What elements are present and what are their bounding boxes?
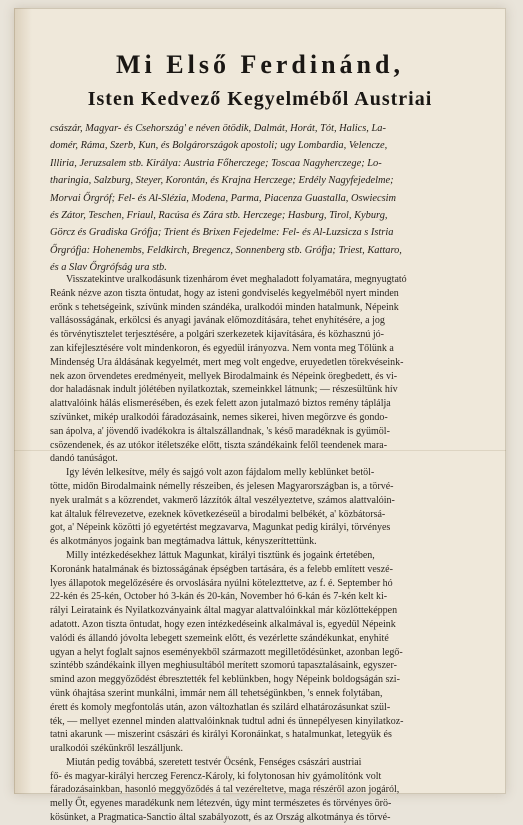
body-line: Koronánk hatalmának és biztosságának épségben tartására, és a felebb említett veszé- [50, 563, 393, 575]
paper-stain [14, 8, 32, 794]
document-subtitle: Isten Kedvező Kegyelméből Austriai [87, 88, 433, 110]
body-line: ték, — mellyet ezennel minden alattvalóinknak tudtul adni és ünnepélyesen kinyilatkoz- [50, 715, 404, 727]
body-line: vallásosságának, erkölcsi és anyagi javának előmozdítására, tehet enyhítésére, a jog [50, 315, 385, 327]
body-line: 22-kén és 25-kén, October hó 3-kán és 20-kán, November hó 6-kán és 7-kén kelt ki- [50, 591, 388, 603]
body-line: smind azon meggyőződést ébresztették fel keblünkben, hogy Népeink boldogságán szi- [50, 674, 400, 686]
body-line: Mindenség Ura áldásának kegyelmét, mert meg volt engedve, eruyedetlen törekvéseink- [50, 356, 404, 368]
body-line: Reánk nézve azon tiszta öntudat, hogy az isteni gondviselés kegyelméből nyert minden [50, 287, 399, 299]
document-title: Mi Első Ferdinánd, [116, 50, 404, 79]
document-body [50, 273, 502, 825]
body-line: fáradozásainkban, hasonló meggyőződés á tal vezéreltetve, maga részéről azon jogáról, [50, 784, 400, 796]
body-line: Miután pedig továbbá, szeretett testvér Öcsénk, Fenséges császári austriai [66, 756, 362, 768]
body-line: erőnk s tehetségeink, szívünk minden szándéka, uralkodói minden hatalmunk, Népeink [50, 301, 399, 313]
body-line: érett és komoly megfontolás után, azon változhatlan és szilárd elhatározásunkat szül- [50, 701, 391, 713]
titulature-line: császár, Magyar- és Csehország' e néven ötödik, Dalmát, Horát, Tót, Halics, La- [50, 123, 386, 134]
body-line: rályi Leirataink és Nyilatkozványaink által magyar alattvalóinkkal már közlötteképpen [50, 605, 398, 617]
body-line: adatott. Azon tiszta öntudat, hogy ezen intézkedéseink alkalmával is, egyedül Népeink [50, 618, 396, 630]
body-line: got, a' Népeink közötti jó egyetértést megzavarva, Magunkat pedig királyi, törvényes [50, 522, 391, 534]
titulature-line: Illiria, Jeruzsalem stb. Királya: Austria Főherczege; Toscaa Nagyherczege; Lo- [50, 157, 382, 169]
body-line: Milly intézkedésekhez láttuk Magunkat, királyi tisztünk és jogaink értetében, [66, 549, 375, 561]
titulature-line: tharingia, Salzburg, Steyer, Korontán, és Krajna Herczege; Erdély Nagyfejedelme; [50, 175, 394, 187]
body-line: csözendenek, és az utókor itéletszéke előtt, tiszta szándékaink felől teendenek mara- [50, 439, 388, 451]
titulature [50, 120, 505, 277]
document-page [14, 8, 506, 824]
titulature-line: Görcz és Gradiska Grófja; Trient és Brixen Fejedelme: Fel- és Al-Luzsicza s Istria [50, 227, 394, 239]
titulature-line: Őrgrófja: Hohenembs, Feldkirch, Bregencz, Sonnenberg stb. Grófja; Triest, Kattaro, [50, 244, 402, 256]
body-line: dor haladásnak indult jólétében nyilatkoztak, szemeinkkel látnunk; — részesültünk hív [50, 384, 398, 396]
body-line: melly Őt, egyenes maradékunk nem létezvén, úgy mint természetes és törvényes örö- [50, 798, 392, 810]
body-line: dandó tanúságot. [50, 453, 118, 465]
body-line: alattvalóink hálás elismerésében, és ezek felett azon jutalmazó biztos remény táplálja [50, 398, 391, 410]
body-line: zan kifejlesztésére volt mindenkoron, és egyedül irányozva. Nem vonta meg Tőlünk a [50, 342, 394, 354]
body-line: uralkodói székünkről leszálljunk. [50, 743, 184, 755]
body-line: nek azon örvendetes eredményeit, mellyek Birodalmaink és Népeink öregbedett, és vi- [50, 370, 398, 382]
body-line: vünk óhajtása szerint munkálni, immár nem áll tehetségünkben, 's ennek folytában, [50, 687, 383, 699]
body-line: tötte, midőn Birodalmaink némelly részeiben, és jelesen Magyarországban is, a törvé- [50, 480, 394, 492]
body-line: tatni akarunk — miszerint császári és királyi Koronáinkat, s hatalmunkat, letegyük és [50, 729, 392, 741]
body-line: valódi és állandó jóvolta lebegett szemeink előtt, és vezérlette szándékunkat, enyhité [50, 632, 389, 644]
body-line: kösünket, a Pragmatica-Sanctio által szabályozott, és az Ország alkotmánya és törvé- [50, 812, 391, 824]
body-line: és alkotmányos jogaink ban megtámadva láttuk, kényszeríttettünk. [50, 536, 317, 548]
body-line: nyek uralmát s a közrendet, vakmerő lázzítók által veszélyeztetve, számos alattvalóin- [50, 494, 395, 506]
body-line: és törvénytisztelet terjesztésére, a polgári szerkezetek kijavítására, és közhasznú jó- [50, 329, 385, 341]
body-line: Visszatekintve uralkodásunk tizenhárom évet meghaladott folyamatára, megnyugtató [66, 274, 407, 285]
titulature-line: és a Slav Őrgrófság ura stb. [50, 262, 167, 274]
titulature-line: és Zátor, Teschen, Friaul, Racúsa és Zára stb. Herczege; Hasburg, Tirol, Kyburg, [50, 210, 388, 222]
body-line: lyes állapotok megelőzésére és orvoslására nyúlni kötelezttetve, az f. é. September hó [50, 577, 393, 589]
body-line: san ápolva, a' jövendő ivadékokra is általszállandnak, 's késő maradéknak is gyümöl- [50, 425, 390, 437]
body-line: szívünket, mikép uralkodói fáradozásaink, nemes sikerei, hiven megörzve és gondo- [50, 411, 388, 423]
titulature-line: domér, Ráma, Szerb, Kun, és Bolgárországok apostoli; ugy Lombardia, Velencze, [50, 140, 388, 152]
body-line: Igy lévén lelkesítve, mély és sajgó volt azon fájdalom melly keblünket betöl- [66, 467, 375, 479]
body-line: kat általuk félrevezetve, ezeknek következéseül a birodalmi belbékét, a' közbátorsá- [50, 508, 386, 520]
body-line: ugyan a helyt foglalt sajnos eseményekből származott megilletődésünket, azonban legő- [50, 646, 403, 658]
body-line: szintébb szándékaink illyen meghiusultából merített szomorú tapasztalásaink, egyszer- [50, 660, 397, 672]
titulature-line: Morvai Őrgróf; Fel- és Al-Slézia, Modena, Parma, Piacenza Guastalla, Oswiecsim [50, 192, 397, 204]
body-line: fő- és magyar-királyi herczeg Ferencz-Károly, ki folytonosan hiv gyámolítónk volt [50, 770, 382, 782]
